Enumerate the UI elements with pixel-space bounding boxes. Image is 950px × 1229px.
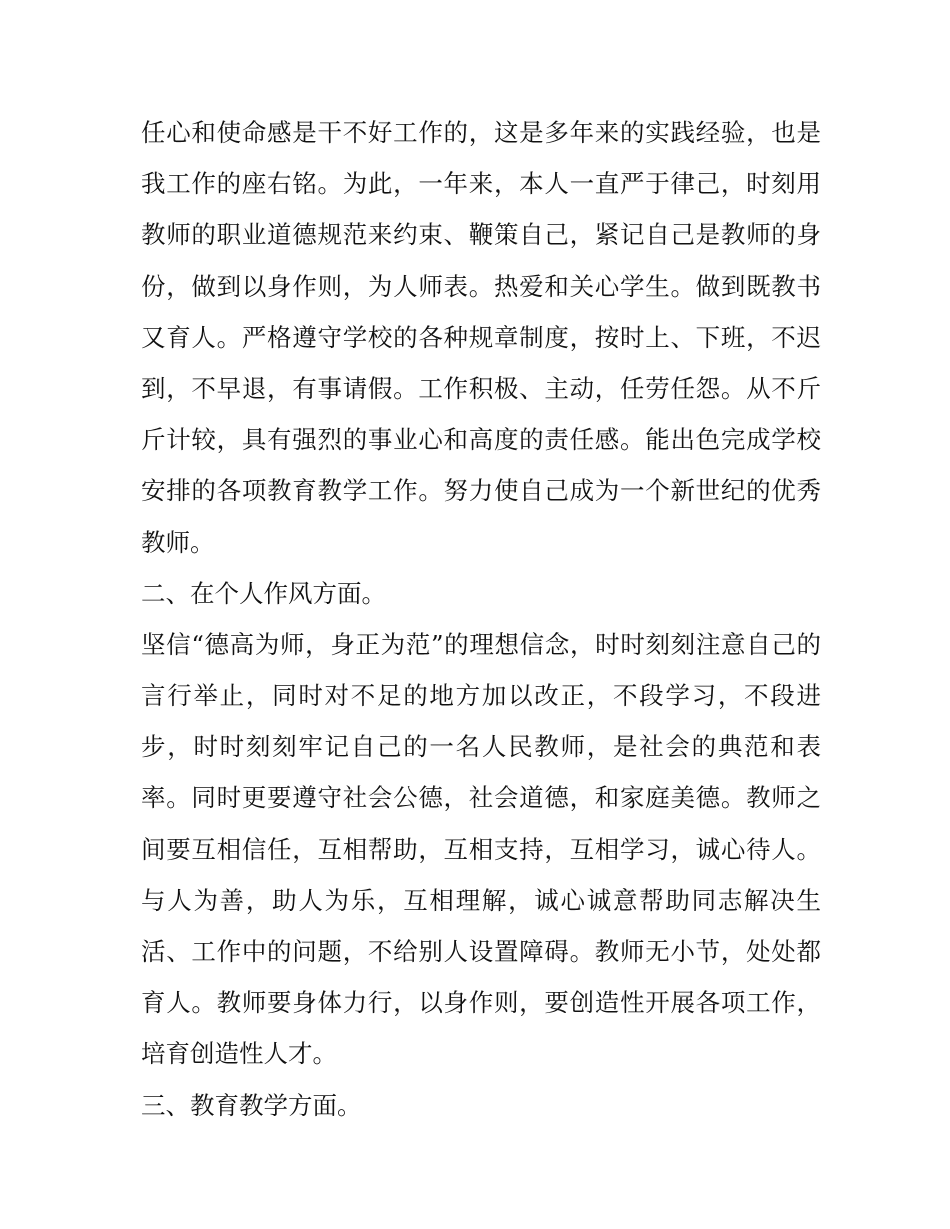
- text-line: 斤计较，具有强烈的事业心和高度的责任感。能出色完成学校: [141, 425, 821, 455]
- text-line: 份，做到以身作则，为人师表。热爱和关心学生。做到既教书: [141, 271, 821, 301]
- section-heading: 三、教育教学方面。: [141, 1090, 362, 1120]
- text-line: 间要互相信任，互相帮助，互相支持，互相学习，诚心待人。: [141, 834, 821, 864]
- text-line: 与人为善，助人为乐，互相理解，诚心诚意帮助同志解决生: [141, 885, 821, 915]
- text-line: 步，时时刻刻牢记自己的一名人民教师，是社会的典范和表: [141, 732, 821, 762]
- text-line: 教师。: [141, 527, 215, 557]
- text-line: 到，不早退，有事请假。工作积极、主动，任劳任怨。从不斤: [141, 373, 821, 403]
- text-line: 坚信“德高为师，身正为范”的理想信念，时时刻刻注意自己的: [141, 629, 821, 659]
- text-line: 又育人。严格遵守学校的各种规章制度，按时上、下班，不迟: [141, 322, 821, 352]
- text-line: 活、工作中的问题，不给别人设置障碍。教师无小节，处处都: [141, 937, 821, 966]
- text-line: 我工作的座右铭。为此，一年来，本人一直严于律己，时刻用: [141, 169, 821, 199]
- text-line: 任心和使命感是干不好工作的，这是多年来的实践经验，也是: [141, 118, 821, 147]
- text-line: 安排的各项教育教学工作。努力使自己成为一个新世纪的优秀: [141, 476, 821, 506]
- body-text: [141, 107, 821, 1131]
- text-line: 率。同时更要遵守社会公德，社会道德，和家庭美德。教师之: [141, 783, 821, 813]
- section-heading: 二、在个人作风方面。: [141, 578, 386, 608]
- text-line: 培育创造性人才。: [141, 1039, 337, 1069]
- text-line: 教师的职业道德规范来约束、鞭策自己，紧记自己是教师的身: [141, 220, 821, 250]
- text-line: 言行举止，同时对不足的地方加以改正，不段学习，不段进: [141, 681, 821, 711]
- text-line: 育人。教师要身体力行，以身作则，要创造性开展各项工作，: [141, 988, 821, 1018]
